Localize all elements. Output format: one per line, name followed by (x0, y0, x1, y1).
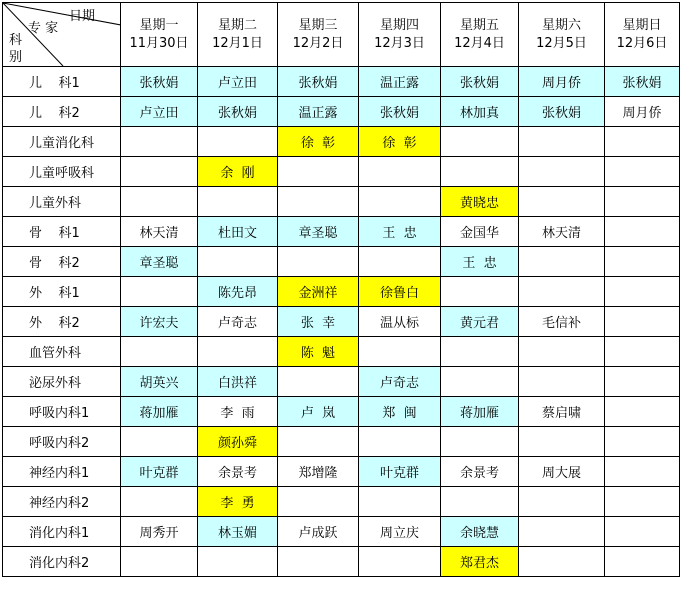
empty-cell (519, 127, 605, 157)
doctor-name: 蒋加雁 (459, 406, 499, 421)
table-row (3, 337, 680, 367)
department-cell (3, 217, 121, 247)
doctor-name: 温正露 (298, 106, 338, 121)
doctor-name: 白洪祥 (217, 376, 257, 391)
doctor-name: 余景考 (459, 466, 499, 481)
day-weekday: 星期四 (379, 17, 419, 33)
empty-cell (605, 367, 680, 397)
department-label: 消化内科1 (29, 526, 90, 541)
department-cell (3, 127, 121, 157)
schedule-sheet (2, 2, 680, 577)
doctor-cell (441, 397, 519, 427)
empty-cell (359, 187, 441, 217)
doctor-cell (278, 307, 359, 337)
header-row (3, 3, 680, 67)
doctor-cell (441, 187, 519, 217)
day-weekday: 星期二 (217, 17, 257, 33)
table-row (3, 427, 680, 457)
empty-cell (519, 247, 605, 277)
doctor-name: 周大展 (541, 466, 581, 481)
empty-cell (519, 337, 605, 367)
doctor-cell (519, 217, 605, 247)
doctor-cell (198, 217, 278, 247)
empty-cell (121, 157, 198, 187)
doctor-name: 余 刚 (220, 166, 255, 181)
empty-cell (605, 457, 680, 487)
doctor-name: 余景考 (217, 466, 257, 481)
doctor-name: 叶克群 (379, 466, 419, 481)
doctor-cell (278, 337, 359, 367)
doctor-cell (198, 427, 278, 457)
empty-cell (605, 397, 680, 427)
department-cell (3, 307, 121, 337)
empty-cell (278, 187, 359, 217)
table-row (3, 547, 680, 577)
empty-cell (198, 547, 278, 577)
doctor-name: 周月侨 (622, 106, 662, 121)
empty-cell (121, 487, 198, 517)
doctor-name: 颜孙舜 (217, 436, 257, 451)
doctor-name: 林天清 (541, 226, 581, 241)
department-label: 神经内科2 (29, 496, 90, 511)
day-date: 12月6日 (616, 35, 668, 51)
table-row (3, 127, 680, 157)
empty-cell (441, 367, 519, 397)
doctor-cell (359, 307, 441, 337)
empty-cell (278, 247, 359, 277)
department-cell (3, 457, 121, 487)
table-row (3, 517, 680, 547)
doctor-cell (198, 97, 278, 127)
doctor-cell (441, 517, 519, 547)
empty-cell (121, 277, 198, 307)
department-label: 外 科1 (29, 286, 80, 301)
empty-cell (605, 247, 680, 277)
empty-cell (519, 277, 605, 307)
doctor-name: 陈 魁 (300, 346, 336, 361)
empty-cell (441, 127, 519, 157)
doctor-cell (198, 457, 278, 487)
doctor-cell (359, 277, 441, 307)
doctor-name: 周立庆 (379, 526, 419, 541)
expert-schedule-table (2, 2, 680, 577)
day-date: 12月5日 (536, 35, 587, 51)
department-label: 儿 科2 (29, 106, 80, 121)
department-label: 血管外科 (29, 346, 82, 361)
table-row (3, 487, 680, 517)
doctor-cell (278, 97, 359, 127)
department-label: 呼吸内科2 (29, 436, 90, 451)
department-cell (3, 97, 121, 127)
day-header-cell (278, 3, 359, 67)
empty-cell (519, 487, 605, 517)
empty-cell (441, 487, 519, 517)
doctor-name: 金国华 (459, 226, 499, 241)
empty-cell (605, 517, 680, 547)
doctor-cell (198, 307, 278, 337)
doctor-cell (278, 457, 359, 487)
empty-cell (278, 157, 359, 187)
doctor-name: 余晓慧 (459, 526, 499, 541)
doctor-cell (441, 547, 519, 577)
doctor-cell (198, 487, 278, 517)
doctor-name: 陈先昂 (217, 286, 257, 301)
header-corner-cell (3, 3, 121, 67)
doctor-name: 章圣聪 (298, 226, 338, 241)
doctor-name: 张秋娟 (459, 76, 499, 91)
day-weekday: 星期五 (459, 17, 499, 33)
doctor-name: 杜田文 (217, 226, 257, 241)
doctor-name: 金洲祥 (298, 286, 338, 301)
doctor-cell (198, 157, 278, 187)
doctor-name: 张秋娟 (622, 76, 662, 91)
doctor-name: 卢立田 (139, 106, 179, 121)
doctor-cell (278, 397, 359, 427)
department-cell (3, 427, 121, 457)
department-cell (3, 517, 121, 547)
doctor-cell (605, 97, 680, 127)
empty-cell (519, 427, 605, 457)
empty-cell (278, 367, 359, 397)
table-row (3, 307, 680, 337)
doctor-name: 王 忠 (462, 256, 497, 271)
corner-label-dept-bottom: 别 (9, 50, 23, 65)
doctor-name: 郑君杰 (459, 556, 499, 571)
doctor-cell (121, 517, 198, 547)
empty-cell (605, 217, 680, 247)
department-cell (3, 277, 121, 307)
doctor-cell (441, 217, 519, 247)
doctor-cell (198, 397, 278, 427)
doctor-cell (198, 277, 278, 307)
doctor-cell (278, 517, 359, 547)
table-row (3, 217, 680, 247)
doctor-cell (441, 307, 519, 337)
doctor-name: 卢 岚 (300, 406, 336, 421)
doctor-name: 林天清 (139, 226, 179, 241)
doctor-cell (359, 457, 441, 487)
department-label: 骨 科1 (29, 226, 80, 241)
department-label: 消化内科2 (29, 556, 90, 571)
empty-cell (121, 337, 198, 367)
doctor-name: 卢成跃 (298, 526, 338, 541)
empty-cell (121, 187, 198, 217)
empty-cell (278, 427, 359, 457)
doctor-name: 徐 彰 (382, 136, 417, 151)
day-date: 11月30日 (129, 35, 189, 51)
doctor-cell (121, 397, 198, 427)
doctor-cell (278, 127, 359, 157)
empty-cell (605, 187, 680, 217)
doctor-cell (121, 367, 198, 397)
day-weekday: 星期三 (298, 17, 338, 33)
empty-cell (605, 547, 680, 577)
doctor-name: 徐 彰 (300, 136, 336, 151)
doctor-name: 黄晓忠 (459, 196, 499, 211)
doctor-cell (359, 517, 441, 547)
doctor-cell (198, 367, 278, 397)
doctor-cell (519, 97, 605, 127)
empty-cell (441, 337, 519, 367)
doctor-cell (121, 247, 198, 277)
empty-cell (359, 547, 441, 577)
doctor-name: 叶克群 (139, 466, 179, 481)
day-weekday: 星期一 (139, 17, 179, 33)
empty-cell (359, 487, 441, 517)
table-row (3, 397, 680, 427)
table-row (3, 367, 680, 397)
day-date: 12月4日 (454, 35, 505, 51)
empty-cell (605, 307, 680, 337)
table-row (3, 67, 680, 97)
department-label: 儿童外科 (29, 196, 82, 211)
doctor-name: 张 幸 (300, 316, 336, 331)
doctor-name: 卢奇志 (379, 376, 419, 391)
doctor-name: 温从标 (379, 316, 419, 331)
empty-cell (198, 187, 278, 217)
doctor-name: 张秋娟 (541, 106, 581, 121)
doctor-cell (519, 307, 605, 337)
department-cell (3, 337, 121, 367)
empty-cell (121, 127, 198, 157)
doctor-name: 蔡启啸 (541, 406, 581, 421)
doctor-cell (441, 97, 519, 127)
empty-cell (605, 337, 680, 367)
doctor-name: 卢立田 (217, 76, 257, 91)
doctor-cell (121, 67, 198, 97)
department-label: 儿 科1 (29, 76, 80, 91)
empty-cell (359, 337, 441, 367)
empty-cell (121, 547, 198, 577)
department-cell (3, 157, 121, 187)
doctor-name: 张秋娟 (379, 106, 419, 121)
doctor-cell (278, 67, 359, 97)
doctor-name: 林加真 (459, 106, 499, 121)
corner-label-expert: 专 家 (28, 21, 59, 36)
department-cell (3, 487, 121, 517)
empty-cell (519, 157, 605, 187)
corner-label-date: 日期 (69, 9, 96, 24)
day-weekday: 星期六 (541, 17, 581, 33)
department-label: 儿童呼吸科 (29, 166, 95, 181)
doctor-cell (359, 217, 441, 247)
department-cell (3, 247, 121, 277)
doctor-name: 蒋加雁 (139, 406, 179, 421)
doctor-cell (359, 97, 441, 127)
day-header-cell (198, 3, 278, 67)
doctor-cell (359, 367, 441, 397)
doctor-cell (121, 457, 198, 487)
doctor-name: 郑 闽 (382, 406, 417, 421)
doctor-name: 徐鲁白 (379, 286, 419, 301)
empty-cell (441, 277, 519, 307)
empty-cell (359, 247, 441, 277)
empty-cell (441, 427, 519, 457)
empty-cell (605, 127, 680, 157)
department-label: 神经内科1 (29, 466, 90, 481)
empty-cell (198, 127, 278, 157)
empty-cell (441, 157, 519, 187)
doctor-cell (359, 397, 441, 427)
doctor-name: 周月侨 (541, 76, 581, 91)
doctor-name: 章圣聪 (139, 256, 179, 271)
department-label: 外 科2 (29, 316, 80, 331)
day-header-cell (359, 3, 441, 67)
doctor-cell (198, 67, 278, 97)
day-header-cell (441, 3, 519, 67)
doctor-name: 毛信补 (541, 316, 581, 331)
doctor-cell (441, 67, 519, 97)
doctor-name: 胡英兴 (139, 376, 179, 391)
doctor-name: 温正露 (379, 76, 419, 91)
doctor-cell (359, 67, 441, 97)
doctor-name: 卢奇志 (217, 316, 257, 331)
doctor-cell (359, 127, 441, 157)
doctor-name: 李 勇 (220, 496, 255, 511)
department-cell (3, 547, 121, 577)
empty-cell (519, 517, 605, 547)
department-cell (3, 367, 121, 397)
table-row (3, 247, 680, 277)
empty-cell (359, 427, 441, 457)
department-label: 呼吸内科1 (29, 406, 90, 421)
doctor-cell (441, 457, 519, 487)
day-header-cell (605, 3, 680, 67)
table-row (3, 187, 680, 217)
empty-cell (198, 247, 278, 277)
empty-cell (198, 337, 278, 367)
empty-cell (605, 427, 680, 457)
doctor-name: 黄元君 (459, 316, 499, 331)
empty-cell (278, 547, 359, 577)
table-row (3, 277, 680, 307)
department-label: 骨 科2 (29, 256, 80, 271)
doctor-name: 张秋娟 (217, 106, 257, 121)
doctor-cell (519, 67, 605, 97)
doctor-cell (278, 217, 359, 247)
doctor-name: 郑增隆 (298, 466, 338, 481)
department-cell (3, 67, 121, 97)
day-header-cell (519, 3, 605, 67)
doctor-cell (519, 397, 605, 427)
doctor-cell (519, 457, 605, 487)
department-cell (3, 187, 121, 217)
empty-cell (519, 187, 605, 217)
empty-cell (605, 277, 680, 307)
doctor-name: 李 雨 (220, 406, 255, 421)
empty-cell (519, 547, 605, 577)
doctor-name: 张秋娟 (298, 76, 338, 91)
department-label: 泌尿外科 (29, 376, 82, 391)
empty-cell (519, 367, 605, 397)
day-header-cell (121, 3, 198, 67)
doctor-name: 王 忠 (382, 226, 417, 241)
table-row (3, 157, 680, 187)
doctor-cell (198, 517, 278, 547)
table-row (3, 97, 680, 127)
empty-cell (359, 157, 441, 187)
doctor-cell (605, 67, 680, 97)
doctor-cell (441, 247, 519, 277)
day-weekday: 星期日 (622, 17, 662, 33)
doctor-cell (121, 307, 198, 337)
empty-cell (278, 487, 359, 517)
empty-cell (605, 157, 680, 187)
doctor-name: 林玉媚 (217, 526, 257, 541)
empty-cell (121, 427, 198, 457)
department-cell (3, 397, 121, 427)
day-date: 12月2日 (292, 35, 344, 51)
day-date: 12月3日 (374, 35, 425, 51)
empty-cell (605, 487, 680, 517)
doctor-cell (121, 97, 198, 127)
department-label: 儿童消化科 (29, 136, 95, 151)
doctor-name: 许宏夫 (139, 316, 179, 331)
corner-label-dept-top: 科 (9, 33, 23, 48)
doctor-name: 周秀开 (139, 526, 179, 541)
table-row (3, 457, 680, 487)
doctor-cell (121, 217, 198, 247)
day-date: 12月1日 (212, 35, 263, 51)
doctor-name: 张秋娟 (139, 76, 179, 91)
doctor-cell (278, 277, 359, 307)
